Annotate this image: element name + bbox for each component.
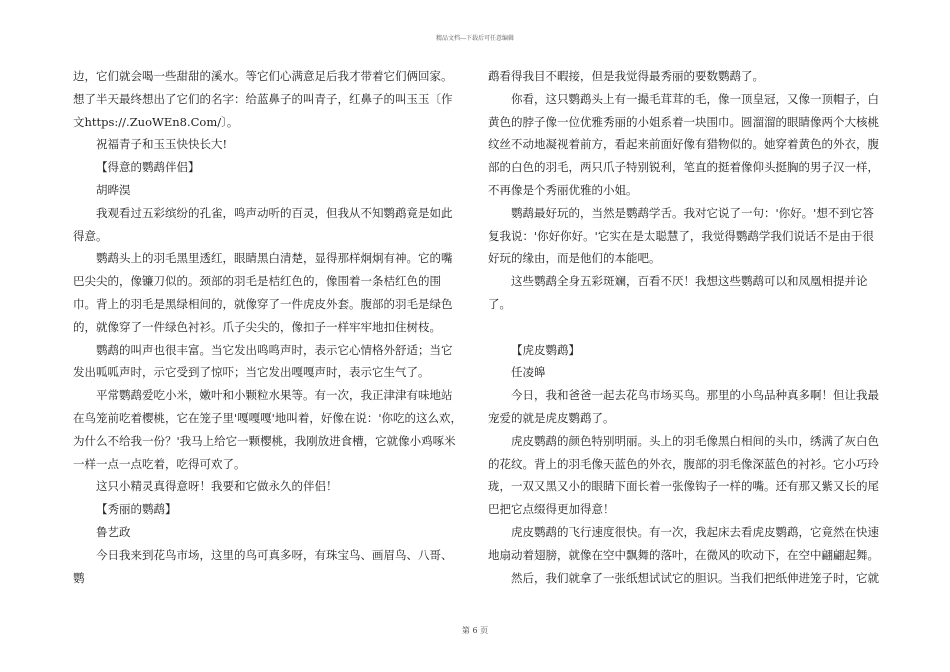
paragraph: 祝福青子和玉玉快快长大! bbox=[96, 137, 228, 152]
paragraph: 这只小精灵真得意呀！我要和它做永久的伴侣！ bbox=[96, 479, 338, 494]
paragraph: 边，它们就会喝一些甜甜的溪水。等它们心满意足后我才带着它们俩回家。想了半天最终想出了它们的名字：给蓝鼻子的叫青子，红鼻子的叫玉玉〔作文https://.ZuoWEn8.Com/〕。 bbox=[73, 69, 453, 129]
paragraph: 平常鹦鹉爱吃小米，嫩叶和小颗粒水果等。有一次，我正津津有味地站在鸟笼前吃着樱桃，它在笼子里'嘎嘎嘎'地叫着，好像在说：'你吃的这么欢，为什么不给我一份？'我马上给它一颗樱桃，我刚放进食槽，它就像小鸡啄米一样一点一点吃着，吃得可欢了。 bbox=[73, 388, 462, 471]
left-column bbox=[73, 65, 463, 589]
paragraph: 我观看过五彩缤纷的孔雀，鸣声动听的百灵，但我从不知鹦鹉竟是如此得意。 bbox=[73, 205, 453, 243]
paragraph: 然后，我们就拿了一张纸想试试它的胆识。当我们把纸伸进笼子时，它就 bbox=[511, 570, 879, 585]
author-name: 鲁艺政 bbox=[96, 524, 131, 539]
paragraph: 鹉看得我目不暇接，但是我觉得最秀丽的要数鹦鹉了。 bbox=[488, 69, 764, 83]
paragraph: 虎皮鹦鹉的颜色特别明丽。头上的羽毛像黑白相间的头巾，绣满了灰白色的花纹。背上的羽毛像天蓝色的外衣，腹部的羽毛像深蓝色的衬衫。它小巧玲珑，一双又黑又小的眼睛下面长着一张像钩子一样的嘴。还有那又紫又长的尾巴把它点缀得更加得意！ bbox=[488, 433, 879, 517]
page-header: 精品文档---下载后可任意编辑 bbox=[435, 35, 515, 42]
paragraph: 鹦鹉头上的羽毛黑里透红，眼睛黑白清楚，显得那样炯炯有神。它的嘴巴尖尖的，像镰刀似的。颈部的羽毛是桔红色的，像围着一条桔红色的围巾。背上的羽毛是黑绿相间的，就像穿了一件虎皮外套。腹部的羽毛是绿色的，就像穿了一件绿色衬衫。爪子尖尖的，像扣子一样牢牢地扣住树枝。 bbox=[73, 251, 453, 334]
section-title: 【秀丽的鹦鹉】 bbox=[96, 502, 177, 517]
blank-line bbox=[488, 316, 880, 339]
author-name: 任凌皞 bbox=[511, 365, 546, 380]
paragraph: 鹦鹉最好玩的，当然是鹦鹉学舌。我对它说了一句：'你好。'想不到它答复我说：'你好你好。'它实在是太聪慧了，我觉得鹦鹉学我们说话不是由于很好玩的缘由，而是他们的本能吧。 bbox=[488, 205, 874, 266]
paragraph: 今日，我和爸爸一起去花鸟市场买鸟。那里的小鸟品种真多啊！但让我最宠爱的就是虎皮鹦鹉了。 bbox=[488, 388, 879, 425]
section-title: 【得意的鹦鹉伴侣】 bbox=[96, 160, 200, 175]
right-column bbox=[488, 65, 880, 589]
page-number: 第 6 页 bbox=[461, 626, 489, 635]
paragraph: 虎皮鹦鹉的飞行速度很快。有一次，我起床去看虎皮鹦鹉，它竟然在快速地扇动着翅膀，就像在空中飘舞的落叶，在微风的吹动下，在空中翩翩起舞。 bbox=[488, 524, 879, 562]
author-name: 胡晔淏 bbox=[96, 182, 131, 197]
paragraph: 你看，这只鹦鹉头上有一撮毛茸茸的毛，像一顶皇冠，又像一顶帽子，白黄色的脖子像一位优雅秀丽的小姐系着一块围巾。圆溜溜的眼睛像两个大核桃纹丝不动地凝视着前方，看起来前面好像有猎物似的。她穿着黄色的外衣，腹部的白色的羽毛，两只爪子特别锐利，笔直的挺着像仰头挺胸的男子汉一样，不再像是个秀丽优雅的小姐。 bbox=[488, 91, 879, 197]
paragraph: 鹦鹉的叫声也很丰富。当它发出鸣鸣声时，表示它心情格外舒适；当它发出呱呱声时，示它受到了惊吓；当它发出嘎嘎声时，表示它生气了。 bbox=[73, 342, 453, 380]
section-title: 【虎皮鹦鹉】 bbox=[511, 342, 580, 357]
paragraph: 今日我来到花鸟市场，这里的鸟可真多呀，有珠宝鸟、画眉鸟、八哥、鹦 bbox=[73, 547, 453, 585]
paragraph: 这些鹦鹉全身五彩斑斓，百看不厌！我想这些鹦鹉可以和凤凰相提并论了。 bbox=[488, 274, 868, 311]
